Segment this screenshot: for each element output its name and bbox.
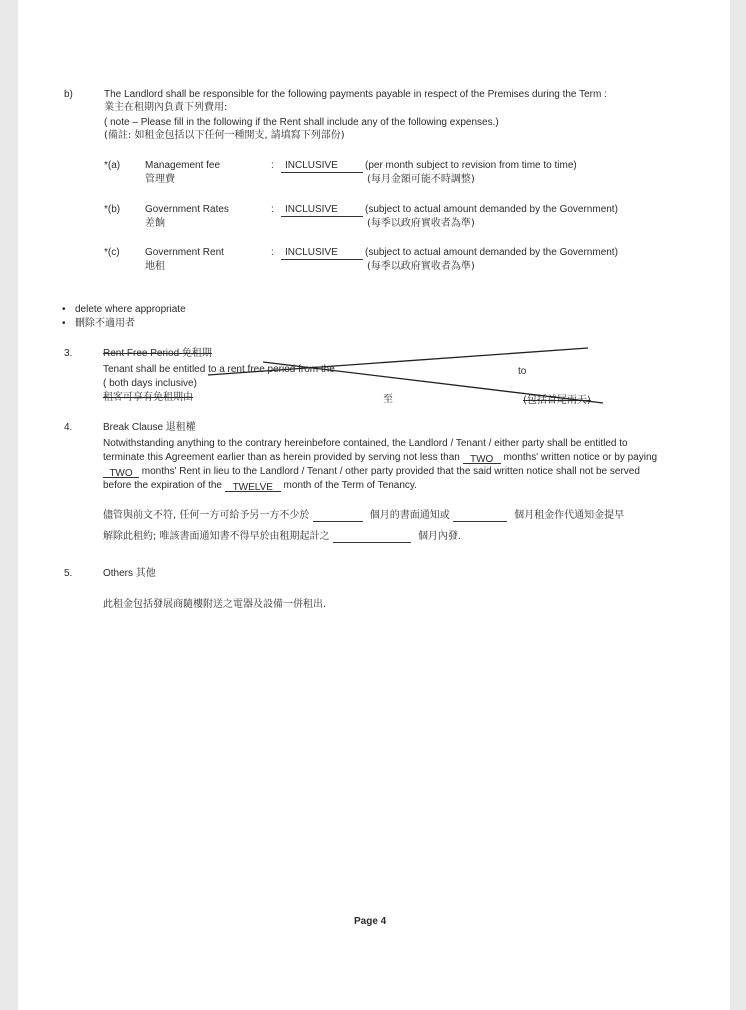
item-a-note-cn: (每月金額可能不時調整) [367,174,475,185]
section-4-cn1b: 個月的書面通知或 [369,510,450,521]
section-4-cn2b: 個月內發. [417,531,462,542]
section-5-number: 5. [64,568,73,579]
section-4-p4c: month of the Term of Tenancy. [283,480,417,491]
section-b-note-cn: (備註: 如租金包括以下任何一種開支, 請填寫下列部份) [104,130,345,141]
section-b-note: ( note – Please fill in the following if the Rent shall include any of the following expenses.) [104,117,499,128]
section-4-p2c: months' written notice or by paying [503,452,658,463]
footnote-bullet: • [62,304,66,315]
item-c-colon: : [271,247,274,258]
item-c-label: Government Rent [145,247,224,258]
item-b-value-text: INCLUSIVE [285,204,338,215]
item-c-note: (subject to actual amount demanded by the Government) [365,247,618,258]
section-4-p2-fill [463,453,501,464]
item-a-label: Management fee [145,160,221,171]
footnote-line2: 刪除不適用者 [75,318,135,329]
item-c-mark: *(c) [104,247,120,258]
section-b-line1: The Landlord shall be responsible for the following payments payable in respect of the Premises during the Term : [104,89,607,100]
section-3-line1: Tenant shall be entitled to a rent free period from the [103,364,335,375]
section-4-p3b: months' Rent in lieu to the Landlord / Tenant / other party provided that the said written notice shall not be served [141,466,640,477]
section-4-p4 [103,479,417,492]
strikeout-cross [18,0,730,420]
item-a-colon: : [271,160,274,171]
section-4-p4-fill [225,481,281,492]
section-3-to: to [518,366,527,377]
section-4-cn1-blank2 [453,511,507,522]
section-b-line2: 業主在租期內負責下列費用: [104,102,228,113]
item-a-mark: *(a) [104,160,121,171]
section-4-p2b: TWO [469,454,494,465]
section-4-cn1-blank1 [313,511,363,522]
section-4-cn1a: 儘管與前文不符, 任何一方可給予另一方不少於 [103,510,310,521]
section-4-p2a: terminate this Agreement earlier than as herein provided by serving not less than [103,452,460,463]
section-3-line3-end: (包括首尾兩天) [523,395,591,406]
section-b-number: b) [64,89,73,100]
item-a-label-cn: 管理費 [145,174,175,185]
item-a-value-text: INCLUSIVE [285,160,338,171]
section-4-p3 [103,465,640,478]
section-3-number: 3. [64,348,73,359]
section-4-cn2a: 解除此租約; 唯該書面通知書不得早於由租期起計之 [103,531,330,542]
section-5-title: Others 其他 [103,568,156,579]
footnote-line1: delete where appropriate [75,304,186,315]
section-4-cn1 [103,509,624,522]
section-3-line3-mid: 至 [383,394,393,405]
item-a-note: (per month subject to revision from time to time) [365,160,577,171]
item-b-note: (subject to actual amount demanded by the Government) [365,204,618,215]
section-4-cn1c: 個月租金作代通知金提早 [514,510,625,521]
section-4-cn2 [103,530,461,543]
section-4-p3a: TWO [109,468,133,479]
item-c-value-text: INCLUSIVE [285,247,338,258]
item-b-label: Government Rates [145,204,229,215]
item-b-colon: : [271,204,274,215]
document-page [18,0,730,1010]
section-4-p3-fill [103,467,139,478]
item-c-note-cn: (每季以政府實收者為準) [367,261,475,272]
section-4-p4b: TWELVE [232,482,273,493]
section-4-title: Break Clause 退租權 [103,422,196,433]
item-b-mark: *(b) [104,204,121,215]
section-4-number: 4. [64,422,73,433]
section-4-p2 [103,451,657,464]
footnote-bullet-2: • [62,318,66,329]
page-number: Page 4 [354,916,387,927]
section-3-line3: 租客可享有免租期由 [103,392,193,403]
section-4-p1: Notwithstanding anything to the contrary hereinbefore contained, the Landlord / Tenant / either party shall be entitled to [103,438,628,449]
section-4-cn2-blank [333,532,411,543]
section-5-body: 此租金包括發展商隨樓附送之電器及設備一併租出. [103,599,327,610]
item-b-note-cn: (每季以政府實收者為準) [367,218,475,229]
item-b-label-cn: 差餉 [145,218,165,229]
section-3-line2: ( both days inclusive) [103,378,197,389]
section-4-p4a: before the expiration of the [103,480,222,491]
section-3-title: Rent Free Period 免租期 [103,348,212,359]
item-c-label-cn: 地租 [145,261,165,272]
